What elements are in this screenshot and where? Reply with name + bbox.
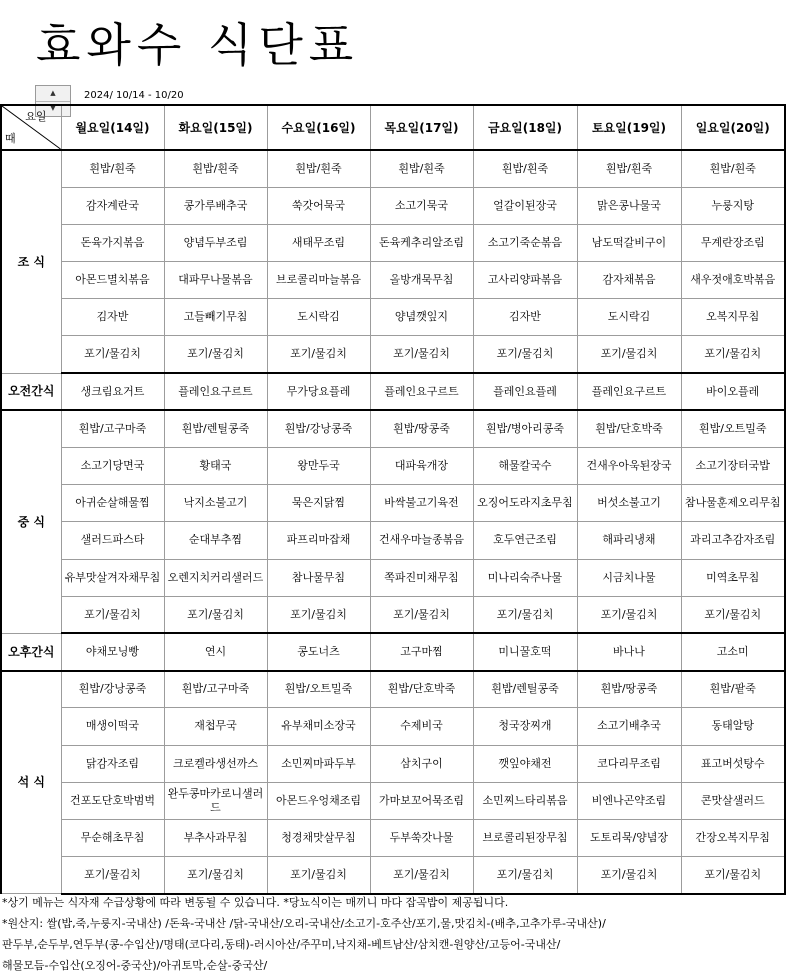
page-title: 효와수 식단표: [36, 18, 360, 72]
menu-cell: 감자계란국: [61, 187, 164, 224]
menu-cell: 포기/물김치: [267, 336, 370, 373]
menu-cell: 흰밥/흰죽: [267, 150, 370, 187]
menu-cell: 흰밥/단호박죽: [577, 410, 681, 447]
menu-cell: 소고기묵국: [370, 187, 473, 224]
menu-cell: 고들빼기무침: [164, 299, 267, 336]
menu-row: [1, 857, 785, 894]
menu-cell: 건새우아욱된장국: [577, 448, 681, 485]
menu-cell: 과리고추감자조림: [681, 522, 785, 559]
day-header: 화요일(15일): [164, 105, 267, 150]
menu-cell: 포기/물김치: [473, 336, 577, 373]
menu-cell: 오복지무침: [681, 299, 785, 336]
menu-cell: 흰밥/렌틸콩죽: [164, 410, 267, 447]
menu-cell: 건포도단호박범벅: [61, 782, 164, 819]
menu-cell: 두부쑥갓나물: [370, 819, 473, 856]
menu-row: [1, 187, 785, 224]
menu-cell: 포기/물김치: [164, 336, 267, 373]
menu-cell: 유부채미소장국: [267, 708, 370, 745]
meal-label-morning-snack: 오전간식: [1, 373, 61, 410]
day-header: 토요일(19일): [577, 105, 681, 150]
menu-cell: 오징어도라지초무침: [473, 485, 577, 522]
menu-cell: 플레인요구르트: [577, 373, 681, 410]
corner-cell: [1, 105, 61, 150]
menu-cell: 도시락김: [577, 299, 681, 336]
origin-line: *원산지: 쌀(밥,죽,누룽지-국내산) /돈육-국내산 /닭-국내산/오리-국내산/소고기-호주산/포기,물,맛김치-(배추,고추가루-국내산)/: [2, 917, 606, 930]
menu-cell: 도토리묵/양념장: [577, 819, 681, 856]
menu-cell: 얼갈이된장국: [473, 187, 577, 224]
menu-cell: 새태무조림: [267, 224, 370, 261]
menu-cell: 남도떡갈비구이: [577, 224, 681, 261]
menu-cell: 포기/물김치: [577, 857, 681, 894]
menu-cell: 플레인요구르트: [164, 373, 267, 410]
menu-row: [1, 819, 785, 856]
menu-cell: 새우젓애호박볶음: [681, 262, 785, 299]
menu-cell: 흰밥/강낭콩죽: [61, 671, 164, 708]
menu-cell: 바이오플레: [681, 373, 785, 410]
menu-cell: 흰밥/땅콩죽: [370, 410, 473, 447]
menu-cell: 해파리냉채: [577, 522, 681, 559]
menu-cell: 흰밥/흰죽: [370, 150, 473, 187]
menu-cell: 아몬드멸치볶음: [61, 262, 164, 299]
menu-cell: 비엔나곤약조림: [577, 782, 681, 819]
menu-cell: 왕만두국: [267, 448, 370, 485]
menu-cell: 포기/물김치: [577, 596, 681, 633]
menu-table: [0, 104, 786, 895]
menu-row: [1, 782, 785, 819]
menu-cell: 포기/물김치: [370, 336, 473, 373]
menu-cell: 돈육케추리알조림: [370, 224, 473, 261]
menu-cell: 오렌지치커리샐러드: [164, 559, 267, 596]
date-range: 2024/ 10/14 - 10/20: [84, 90, 184, 101]
menu-cell: 포기/물김치: [61, 336, 164, 373]
menu-row: [1, 485, 785, 522]
menu-row: [1, 224, 785, 261]
menu-cell: 대파무나물볶음: [164, 262, 267, 299]
spin-down-arrow-icon[interactable]: ▼: [50, 104, 56, 112]
menu-cell: 바싹불고기육전: [370, 485, 473, 522]
menu-cell: 흰밥/땅콩죽: [577, 671, 681, 708]
menu-cell: 고구마찜: [370, 633, 473, 670]
menu-cell: 플레인요플레: [473, 373, 577, 410]
menu-cell: 아귀순살해물찜: [61, 485, 164, 522]
menu-cell: 콩도너츠: [267, 633, 370, 670]
day-header: 금요일(18일): [473, 105, 577, 150]
menu-cell: 흰밥/강낭콩죽: [267, 410, 370, 447]
menu-cell: 무가당요플레: [267, 373, 370, 410]
menu-row: [1, 262, 785, 299]
menu-row: [1, 150, 785, 187]
menu-row: [1, 745, 785, 782]
menu-cell: 연시: [164, 633, 267, 670]
spin-up-arrow-icon[interactable]: ▲: [36, 86, 70, 102]
menu-cell: 해물칼국수: [473, 448, 577, 485]
menu-cell: 흰밥/오트밀죽: [267, 671, 370, 708]
menu-cell: 도시락김: [267, 299, 370, 336]
notice-line: *상기 메뉴는 식자재 수급상황에 따라 변동될 수 있습니다. *당뇨식이는 매끼니 마다 잡곡밥이 제공됩니다.: [2, 896, 509, 909]
menu-cell: 올방개묵무침: [370, 262, 473, 299]
menu-cell: 포기/물김치: [473, 596, 577, 633]
menu-cell: 가마보꼬어묵조림: [370, 782, 473, 819]
menu-cell: 미니꿀호떡: [473, 633, 577, 670]
menu-row: [1, 336, 785, 373]
menu-row: [1, 671, 785, 708]
menu-cell: 미나리숙주나물: [473, 559, 577, 596]
day-header: 목요일(17일): [370, 105, 473, 150]
menu-cell: 흰밥/렌틸콩죽: [473, 671, 577, 708]
menu-cell: 시금치나물: [577, 559, 681, 596]
corner-label-day: 요일: [25, 110, 47, 123]
menu-cell: 완두콩마카로니샐러드: [164, 782, 267, 819]
menu-cell: 버섯소불고기: [577, 485, 681, 522]
menu-cell: 무계란장조림: [681, 224, 785, 261]
meal-label-afternoon-snack: 오후간식: [1, 633, 61, 670]
menu-cell: 삼치구이: [370, 745, 473, 782]
menu-cell: 흰밥/흰죽: [473, 150, 577, 187]
menu-cell: 크로켈라생선까스: [164, 745, 267, 782]
menu-cell: 호두연근조림: [473, 522, 577, 559]
menu-cell: 생크림요거트: [61, 373, 164, 410]
meal-label-dinner: 석 식: [1, 671, 61, 894]
menu-cell: 순대부추찜: [164, 522, 267, 559]
menu-cell: 양념두부조림: [164, 224, 267, 261]
day-header: 수요일(16일): [267, 105, 370, 150]
header-row: [1, 105, 785, 150]
menu-cell: 흰밥/고구마죽: [61, 410, 164, 447]
menu-cell: 소민찌느타리볶음: [473, 782, 577, 819]
menu-cell: 흰밥/오트밀죽: [681, 410, 785, 447]
menu-cell: 황태국: [164, 448, 267, 485]
menu-cell: 양념깻잎지: [370, 299, 473, 336]
menu-row: [1, 410, 785, 447]
menu-cell: 흰밥/흰죽: [681, 150, 785, 187]
menu-cell: 흰밥/단호박죽: [370, 671, 473, 708]
menu-cell: 매생이떡국: [61, 708, 164, 745]
menu-row: [1, 559, 785, 596]
origin-line: 해물모듬-수입산(오징어-중국산)/아귀토막,순살-중국산/: [2, 959, 268, 972]
menu-cell: 수제비국: [370, 708, 473, 745]
menu-cell: 돈육가지볶음: [61, 224, 164, 261]
menu-cell: 소고기배추국: [577, 708, 681, 745]
menu-cell: 플레인요구르트: [370, 373, 473, 410]
menu-cell: 낙지소불고기: [164, 485, 267, 522]
menu-cell: 코다리무조림: [577, 745, 681, 782]
menu-cell: 무순해초무침: [61, 819, 164, 856]
menu-cell: 포기/물김치: [370, 596, 473, 633]
menu-cell: 김자반: [61, 299, 164, 336]
menu-row: [1, 373, 785, 410]
menu-cell: 파프리마잡채: [267, 522, 370, 559]
menu-cell: 흰밥/팥죽: [681, 671, 785, 708]
menu-cell: 닭감자조림: [61, 745, 164, 782]
menu-cell: 흰밥/고구마죽: [164, 671, 267, 708]
menu-cell: 참나물무침: [267, 559, 370, 596]
menu-cell: 포기/물김치: [267, 596, 370, 633]
menu-cell: 동태알탕: [681, 708, 785, 745]
menu-cell: 콘맛살샐러드: [681, 782, 785, 819]
meal-label-lunch: 중 식: [1, 410, 61, 633]
menu-cell: 소민찌마파두부: [267, 745, 370, 782]
day-header: 일요일(20일): [681, 105, 785, 150]
menu-cell: 맑은콩나물국: [577, 187, 681, 224]
menu-cell: 묵은지닭찜: [267, 485, 370, 522]
menu-cell: 소고기장터국밥: [681, 448, 785, 485]
menu-cell: 간장오복지무침: [681, 819, 785, 856]
menu-cell: 흰밥/흰죽: [164, 150, 267, 187]
menu-cell: 포기/물김치: [681, 857, 785, 894]
menu-cell: 건새우마늘종볶음: [370, 522, 473, 559]
menu-cell: 흰밥/흰죽: [577, 150, 681, 187]
menu-cell: 고사리양파볶음: [473, 262, 577, 299]
menu-cell: 깻잎야채전: [473, 745, 577, 782]
menu-cell: 청경채맛살무침: [267, 819, 370, 856]
menu-cell: 샐러드파스타: [61, 522, 164, 559]
menu-cell: 대파육개장: [370, 448, 473, 485]
menu-cell: 흰밥/흰죽: [61, 150, 164, 187]
menu-cell: 미역초무침: [681, 559, 785, 596]
menu-cell: 누룽지탕: [681, 187, 785, 224]
menu-cell: 포기/물김치: [164, 857, 267, 894]
menu-cell: 바나나: [577, 633, 681, 670]
menu-cell: 콩가루배추국: [164, 187, 267, 224]
menu-row: [1, 448, 785, 485]
menu-row: [1, 299, 785, 336]
menu-row: [1, 596, 785, 633]
menu-cell: 포기/물김치: [681, 336, 785, 373]
menu-cell: 포기/물김치: [473, 857, 577, 894]
menu-cell: 재첩무국: [164, 708, 267, 745]
menu-cell: 아몬드우엉채조림: [267, 782, 370, 819]
menu-cell: 소고기당면국: [61, 448, 164, 485]
menu-cell: 유부맛살겨자채무침: [61, 559, 164, 596]
menu-cell: 포기/물김치: [577, 336, 681, 373]
menu-cell: 브로콜리마늘볶음: [267, 262, 370, 299]
menu-cell: 흰밥/병아리콩죽: [473, 410, 577, 447]
day-header: 월요일(14일): [61, 105, 164, 150]
menu-cell: 포기/물김치: [164, 596, 267, 633]
menu-cell: 쑥갓어묵국: [267, 187, 370, 224]
menu-cell: 브로콜리된장무침: [473, 819, 577, 856]
menu-cell: 부추사과무침: [164, 819, 267, 856]
menu-cell: 포기/물김치: [681, 596, 785, 633]
menu-cell: 청국장찌개: [473, 708, 577, 745]
menu-row: [1, 633, 785, 670]
menu-cell: 야채모닝빵: [61, 633, 164, 670]
menu-cell: 김자반: [473, 299, 577, 336]
origin-line: 판두부,순두부,연두부(콩-수입산)/명태(코다리,동태)-러시아산/주꾸미,낙지채-베트남산/삼치캔-원양산/고등어-국내산/: [2, 938, 561, 951]
menu-cell: 참나물훈제오리무침: [681, 485, 785, 522]
corner-label-meal: 때: [5, 132, 16, 145]
menu-cell: 감자채볶음: [577, 262, 681, 299]
menu-row: [1, 708, 785, 745]
menu-cell: 소고기죽순볶음: [473, 224, 577, 261]
menu-cell: 포기/물김치: [267, 857, 370, 894]
menu-cell: 고소미: [681, 633, 785, 670]
menu-cell: 포기/물김치: [61, 596, 164, 633]
menu-cell: 표고버섯탕수: [681, 745, 785, 782]
menu-cell: 포기/물김치: [61, 857, 164, 894]
menu-cell: 쪽파진미채무침: [370, 559, 473, 596]
meal-label-breakfast: 조 식: [1, 150, 61, 373]
menu-row: [1, 522, 785, 559]
menu-cell: 포기/물김치: [370, 857, 473, 894]
